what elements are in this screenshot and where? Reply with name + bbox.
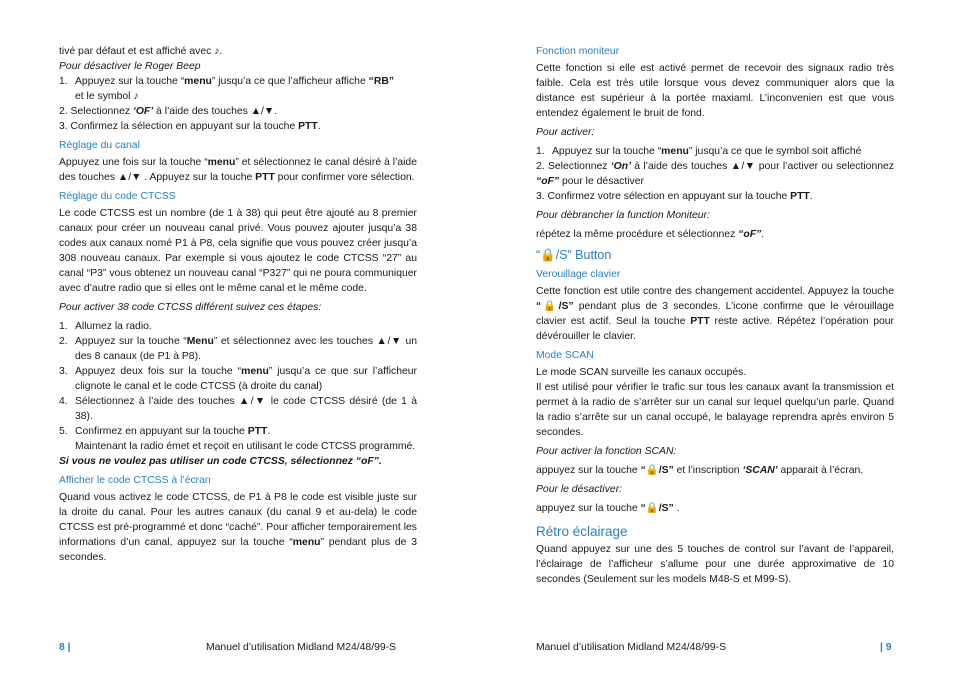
display-heading: Afficher le code CTCSS à l’écran (59, 475, 211, 486)
moniteur-text: Cette fonction si elle est activé permet de recevoir des signaux radio très faible. Cela est très utile lorsque vous devez communiquer alors que la distance est supérieur à la portée maxiaml. L’inconvenien est que vous entendez également le bruit de fond. (536, 63, 894, 119)
scan-deactivate-text: appuyez sur la touche “🔒/S” . (536, 503, 680, 514)
ctcss-step-3: 3. Appuyez deux fois sur la touche “menu” jusqu’a ce que sur l’afficheur clignote le canal et le code CTCSS (à droite du canal) (59, 366, 418, 392)
activer-title: Pour activer: (536, 127, 595, 138)
bell-icon: ♪ (133, 91, 139, 102)
right-footer-title: Manuel d’utilisation Midland M24/48/99-S (536, 642, 727, 653)
scan-activate-title: Pour activer la fonction SCAN: (536, 446, 677, 457)
scan-heading: Mode SCAN (536, 350, 594, 361)
left-column (59, 44, 417, 565)
right-column (536, 44, 894, 587)
ctcss-step-5: 5. Confirmez en appuyant sur la touche PTT. (59, 426, 271, 437)
moniteur-step-3: 3. Confirmez votre sélection en appuyant sur la touche PTT. (536, 191, 813, 202)
ctcss-text: Le code CTCSS est un nombre (de 1 à 38) qui peut être ajouté au 8 premier canaux pour créer un nouveau canal privé. Vous pouvez ajouter jusqu’a 38 codes aux canaux nomé P1 à P8, cela signifie que vous pouvez créer jusqu’a 308 nouveau canaux. Par exemple si vous ajoutez le code CTCSS “27” au canal “P3” vous obtenez un nouveau canal “P327” qui ne poura communiquer avec d’autre radio que si elles ont le même canal et le même code. (59, 208, 417, 294)
moniteur-step-2: 2. Selectionnez ‘On’ à l’aide des touches ▲/▼ pour l’activer ou selectionnez “oF” pour le désactiver (536, 161, 894, 187)
moniteur-heading: Fonction moniteur (536, 46, 620, 57)
scan-text-2: Il est utilisé pour vérifier le trafic sur tous les canaux avant la transmission et permet à la radio de s’arrêter sur un canal sur lequel quelqu’un parle. Quand la radio s’arrête sur un canal occupé, le balayage reprendra après environ 5 secondes. (536, 382, 894, 438)
roger-step-1: 1. Appuyez sur la touche “menu” jusqu’a ce que l’afficheur affiche “RB” et le symbol ♪ (59, 76, 395, 102)
scan-text-1: Le mode SCAN surveille les canaux occupés. (536, 367, 747, 378)
display-text: Quand vous activez le code CTCSS, de P1 à P8 le code est visible juste sur la droite du canal. Pour les autres canaux (du canal 9 et au-dela) le code CTCSS est pré-programmé et donc “caché”. Pour afficher temporairement les informations d’un canal, appuyez sur la touche “menu” pendant plus de 3 secondes. (59, 492, 417, 563)
ctcss-step-1: 1. Allumez la radio. (59, 321, 152, 332)
retro-text: Quand appuyez sur une des 5 touches de control sur l’avant de l’appareil, l’éclairage de l’afficheur s’allume pour une durée approximative de 10 secondes (Seulement sur les models M48-S et M99-S). (536, 544, 894, 585)
scan-deactivate-title: Pour le désactiver: (536, 484, 623, 495)
roger-step-2: 2. Selectionnez ‘OF’ à l’aide des touches ▲/▼. (59, 106, 278, 117)
verrouillage-heading: Verouillage clavier (536, 269, 621, 280)
intro-line: tivé par défaut et est affiché avec ♪. (59, 46, 223, 57)
debrancher-text: répétez la même procédure et sélectionnez “oF”. (536, 229, 765, 240)
left-footer-title: Manuel d’utilisation Midland M24/48/99-S (206, 642, 397, 653)
ctcss-step-5-extra: Maintenant la radio émet et reçoit en utilisant le code CTCSS programmé. (75, 441, 416, 452)
ctcss-step-4: 4. Sélectionnez à l’aide des touches ▲/▼ le code CTCSS désiré (de 1 à 38). (59, 396, 417, 422)
canal-heading: Réglage du canal (59, 140, 140, 151)
right-page-number: | 9 (880, 642, 892, 653)
scan-activate-text: appuyez sur la touche “🔒/S” et l’inscription ‘SCAN’ apparait à l’écran. (536, 465, 864, 476)
ctcss-steps-title: Pour activer 38 code CTCSS différent suivez ces étapes: (59, 302, 322, 313)
retro-heading: Rétro éclairage (536, 524, 628, 539)
bell-icon: ♪ (214, 46, 220, 57)
no-ctcss-note: Si vous ne voulez pas utiliser un code CTCSS, sélectionnez “oF”. (59, 456, 382, 467)
left-page-number: 8 | (59, 642, 71, 653)
verrouillage-text: Cette fonction est utile contre des changement accidentel. Appuyez la touche “🔒/S” pendant plus de 3 secondes. L’icone confirme que le vérouillage clavier est actif. Seul la touche PTT reste active. Répétez l’opération pour dévérouiller le clavier. (536, 286, 894, 342)
s-button-heading: “🔒/S” Button (536, 248, 612, 262)
roger-title: Pour désactiver le Roger Beep (59, 61, 201, 72)
ctcss-heading: Réglage du code CTCSS (59, 191, 176, 202)
canal-text: Appuyez une fois sur la touche “menu” et sélectionnez le canal désiré à l’aide des touches ▲/▼ . Appuyez sur la touche PTT pour confirmer vore sélection. (59, 157, 417, 183)
ctcss-step-2: 2. Appuyez sur la touche “Menu” et sélectionnez avec les touches ▲/▼ un des 8 canaux (de P1 à P8). (59, 336, 418, 362)
moniteur-step-1: 1. Appuyez sur la touche “menu” jusqu’a ce que le symbol soit affiché (536, 146, 862, 157)
roger-step-3: 3. Confirmez la sélection en appuyant sur la touche PTT. (59, 121, 321, 132)
debrancher-title: Pour dèbrancher la function Moniteur: (536, 210, 710, 221)
